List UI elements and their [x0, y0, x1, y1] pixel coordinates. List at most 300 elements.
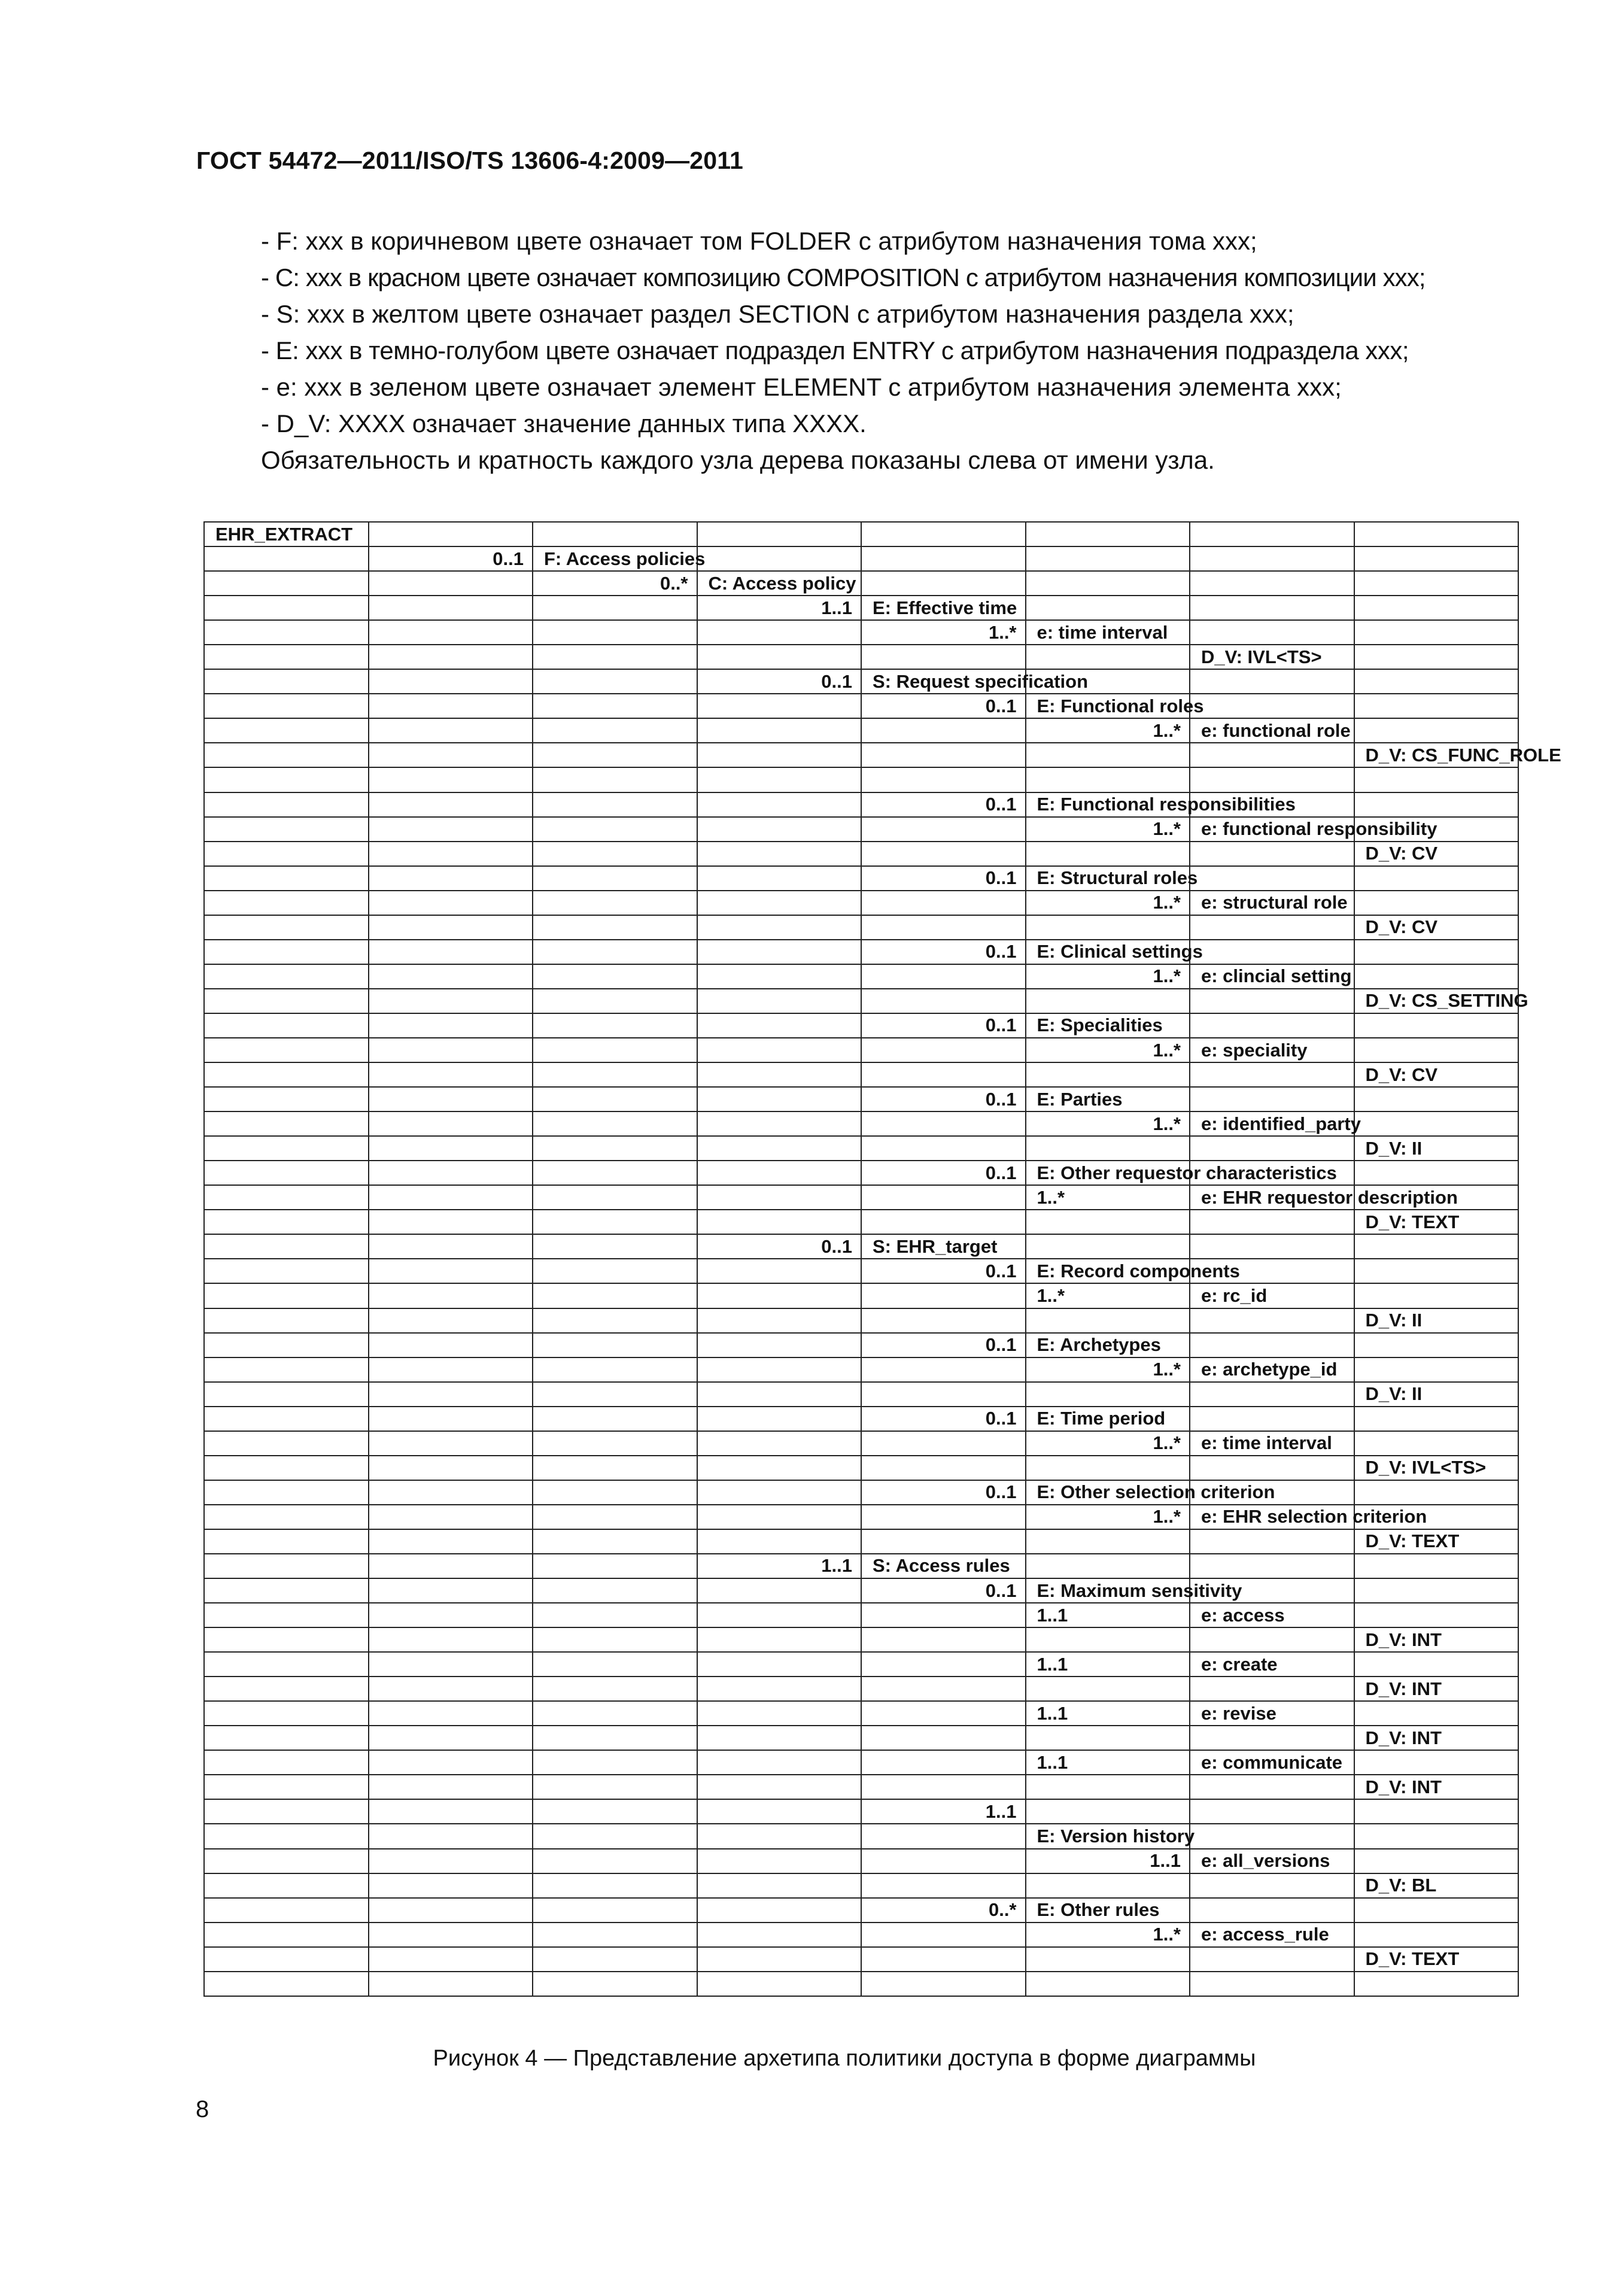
diagram-cell — [1354, 1210, 1519, 1234]
diagram-cell — [369, 1627, 533, 1652]
diagram-cell — [861, 842, 1026, 866]
diagram-cell — [1190, 694, 1354, 718]
diagram-cell — [533, 1505, 697, 1529]
cardinality-label: 1..1 — [985, 1800, 1017, 1822]
node-label: D_V: CV — [1365, 1064, 1438, 1085]
diagram-cell — [204, 1947, 369, 1972]
node-label: e: structural role — [1201, 892, 1348, 913]
diagram-row — [204, 1431, 1518, 1456]
cardinality-label: 1..* — [1153, 818, 1181, 840]
diagram-row — [204, 1480, 1518, 1505]
diagram-cell — [204, 522, 369, 546]
diagram-row — [204, 1750, 1518, 1775]
diagram-cell — [1190, 915, 1354, 940]
diagram-cell — [369, 1849, 533, 1873]
node-label: e: all_versions — [1201, 1850, 1330, 1872]
legend-line-entry: - E: xxx в темно-голубом цвете означает подраздел ENTRY с атрибутом назначения подраздела xxx; — [261, 336, 1409, 365]
diagram-row — [204, 1210, 1518, 1234]
diagram-cell — [1354, 1799, 1519, 1824]
diagram-row — [204, 669, 1518, 694]
diagram-cell — [861, 1136, 1026, 1161]
diagram-cell — [204, 1652, 369, 1677]
diagram-cell — [1354, 743, 1561, 767]
diagram-cell — [204, 596, 369, 620]
diagram-row — [204, 1873, 1518, 1898]
diagram-row — [204, 1898, 1518, 1923]
diagram-cell — [1026, 1259, 1240, 1283]
diagram-row — [204, 1259, 1518, 1283]
legend-line-composition: - C: xxx в красном цвете означает композицию COMPOSITION с атрибутом назначения композиции xxx; — [261, 263, 1426, 291]
diagram-cell — [1354, 1652, 1519, 1677]
diagram-cell — [1354, 1456, 1519, 1480]
diagram-cell — [1026, 1210, 1190, 1234]
diagram-cell — [1026, 1627, 1190, 1652]
diagram-cell — [204, 1308, 369, 1333]
diagram-cell — [861, 1234, 1026, 1259]
diagram-cell — [369, 989, 533, 1013]
diagram-cell — [1354, 1013, 1519, 1038]
diagram-cell — [697, 1701, 862, 1726]
diagram-cell — [1354, 1382, 1519, 1407]
diagram-cell — [1354, 1407, 1519, 1431]
cardinality-label: 1..* — [1153, 1924, 1181, 1945]
diagram-cell — [533, 718, 697, 743]
diagram-cell — [861, 1677, 1026, 1701]
diagram-cell — [1354, 915, 1519, 940]
diagram-cell — [204, 1456, 369, 1480]
diagram-cell — [1354, 1357, 1519, 1382]
cardinality-label: 0..1 — [821, 670, 852, 692]
diagram-cell — [204, 1898, 369, 1923]
diagram-cell — [1354, 1578, 1519, 1603]
diagram-cell — [861, 817, 1026, 842]
diagram-cell — [861, 866, 1026, 891]
diagram-cell — [861, 1775, 1026, 1799]
diagram-cell — [369, 1357, 533, 1382]
diagram-cell — [369, 1529, 533, 1554]
cardinality-label: 1..* — [1153, 719, 1181, 741]
diagram-cell — [533, 1554, 697, 1578]
node-label: D_V: CS_SETTING — [1365, 990, 1528, 1012]
diagram-cell — [204, 1505, 369, 1529]
diagram-cell — [1354, 1923, 1519, 1947]
diagram-cell — [533, 1677, 697, 1701]
diagram-cell — [1190, 669, 1354, 694]
diagram-cell — [533, 915, 697, 940]
cardinality-label: 0..1 — [985, 1260, 1017, 1281]
diagram-cell — [697, 1849, 862, 1873]
node-label: E: Other selection criterion — [1037, 1481, 1275, 1503]
diagram-cell — [204, 669, 369, 694]
diagram-cell — [533, 842, 697, 866]
diagram-cell — [1354, 891, 1519, 915]
node-label: e: revise — [1201, 1702, 1276, 1724]
diagram-cell — [1190, 940, 1354, 964]
diagram-row — [204, 1529, 1518, 1554]
diagram-cell — [861, 1087, 1026, 1111]
diagram-cell — [533, 989, 697, 1013]
diagram-cell — [1354, 1161, 1519, 1185]
diagram-cell — [697, 1898, 862, 1923]
diagram-cell — [1190, 964, 1354, 989]
diagram-cell — [697, 891, 862, 915]
diagram-cell — [204, 1382, 369, 1407]
diagram-cell — [1026, 1382, 1190, 1407]
node-label: D_V: TEXT — [1365, 1211, 1460, 1232]
diagram-cell — [861, 1185, 1026, 1210]
node-label: e: communicate — [1201, 1751, 1343, 1773]
diagram-cell — [369, 964, 533, 989]
diagram-cell — [533, 1627, 697, 1652]
diagram-cell — [369, 1554, 533, 1578]
diagram-cell — [204, 891, 369, 915]
diagram-cell — [1026, 891, 1190, 915]
diagram-cell — [533, 1382, 697, 1407]
diagram-cell — [1354, 1480, 1519, 1505]
diagram-cell — [1354, 792, 1519, 817]
diagram-cell — [1354, 1824, 1519, 1848]
diagram-cell — [1354, 1136, 1519, 1161]
diagram-row — [204, 1923, 1518, 1947]
diagram-cell — [1190, 1185, 1458, 1210]
diagram-cell — [1354, 1185, 1519, 1210]
diagram-cell — [533, 1013, 697, 1038]
cardinality-label: 1..* — [1153, 892, 1181, 913]
diagram-cell — [697, 964, 862, 989]
diagram-cell — [204, 915, 369, 940]
diagram-cell — [697, 1775, 862, 1799]
diagram-cell — [204, 1111, 369, 1136]
diagram-cell — [1026, 1603, 1190, 1627]
diagram-cell — [861, 1038, 1026, 1062]
diagram-cell — [1354, 1898, 1519, 1923]
diagram-cell — [369, 546, 533, 571]
cardinality-label: 1..* — [1153, 1039, 1181, 1061]
diagram-cell — [369, 694, 533, 718]
node-label: e: create — [1201, 1653, 1278, 1675]
diagram-cell — [1190, 620, 1354, 645]
diagram-cell — [369, 1750, 533, 1775]
diagram-cell — [1190, 1578, 1354, 1603]
diagram-cell — [1026, 1554, 1190, 1578]
diagram-cell — [1026, 1701, 1190, 1726]
diagram-cell — [1190, 891, 1354, 915]
diagram-cell — [1354, 1603, 1519, 1627]
diagram-cell — [1190, 1087, 1354, 1111]
diagram-cell — [1190, 743, 1354, 767]
diagram-cell — [1026, 1505, 1190, 1529]
node-label: e: identified_party — [1201, 1113, 1361, 1134]
cardinality-label: 0..1 — [985, 794, 1017, 815]
diagram-cell — [204, 964, 369, 989]
diagram-cell — [1190, 1849, 1354, 1873]
diagram-cell — [533, 1259, 697, 1283]
node-label: EHR_EXTRACT — [215, 523, 353, 545]
diagram-cell — [369, 645, 533, 669]
diagram-cell — [533, 891, 697, 915]
diagram-cell — [861, 1824, 1026, 1848]
diagram-cell — [861, 1554, 1026, 1578]
diagram-cell — [1354, 1947, 1519, 1972]
diagram-cell — [204, 817, 369, 842]
diagram-cell — [861, 1726, 1026, 1750]
diagram-cell — [1026, 1234, 1190, 1259]
node-label: E: Record components — [1037, 1260, 1240, 1281]
diagram-cell — [1190, 1333, 1354, 1357]
diagram-cell — [1026, 1775, 1190, 1799]
node-label: e: archetype_id — [1201, 1359, 1338, 1380]
diagram-row — [204, 1456, 1518, 1480]
diagram-cell — [204, 1087, 369, 1111]
diagram-cell — [204, 1431, 369, 1456]
diagram-cell — [204, 1923, 369, 1947]
diagram-row — [204, 571, 1518, 596]
diagram-row — [204, 792, 1518, 817]
diagram-cell — [204, 1849, 369, 1873]
diagram-cell — [1190, 1677, 1354, 1701]
diagram-row — [204, 1283, 1518, 1308]
diagram-cell — [1354, 1283, 1519, 1308]
diagram-cell — [533, 522, 697, 546]
diagram-cell — [369, 915, 533, 940]
diagram-row — [204, 1382, 1518, 1407]
diagram-cell — [533, 1972, 697, 1996]
cardinality-label: 1..* — [1153, 1506, 1181, 1527]
node-label: e: EHR requestor description — [1201, 1186, 1458, 1208]
diagram-cell — [861, 1333, 1026, 1357]
diagram-cell — [697, 1087, 862, 1111]
diagram-cell — [861, 1873, 1026, 1898]
diagram-cell — [697, 1873, 862, 1898]
diagram-cell — [861, 891, 1026, 915]
diagram-cell — [1190, 1873, 1354, 1898]
diagram-cell — [697, 1726, 862, 1750]
node-label: S: Request specification — [873, 670, 1089, 692]
diagram-cell — [204, 1972, 369, 1996]
diagram-cell — [1190, 1013, 1354, 1038]
diagram-cell — [1026, 1824, 1195, 1848]
diagram-cell — [533, 1947, 697, 1972]
diagram-cell — [697, 1013, 862, 1038]
diagram-cell — [533, 669, 697, 694]
diagram-cell — [533, 1652, 697, 1677]
diagram-cell — [861, 1111, 1026, 1136]
diagram-row — [204, 1013, 1518, 1038]
node-label: D_V: INT — [1365, 1678, 1442, 1699]
cardinality-label: 1..* — [1153, 965, 1181, 987]
diagram-cell — [697, 1923, 862, 1947]
diagram-cell — [204, 1234, 369, 1259]
diagram-cell — [697, 1407, 862, 1431]
diagram-cell — [369, 1185, 533, 1210]
diagram-cell — [697, 866, 862, 891]
diagram-cell — [369, 1456, 533, 1480]
diagram-cell — [533, 1161, 697, 1185]
diagram-cell — [1354, 964, 1519, 989]
diagram-cell — [204, 1333, 369, 1357]
diagram-cell — [861, 546, 1026, 571]
diagram-cell — [533, 645, 697, 669]
diagram-cell — [1190, 1308, 1354, 1333]
diagram-cell — [533, 1923, 697, 1947]
diagram-cell — [1190, 792, 1354, 817]
diagram-cell — [697, 620, 862, 645]
diagram-cell — [1354, 989, 1528, 1013]
node-label: 1..1 — [1037, 1702, 1068, 1724]
cardinality-label: 0..* — [988, 1899, 1017, 1921]
diagram-cell — [1190, 1701, 1354, 1726]
cardinality-label: 1..1 — [821, 1555, 852, 1577]
diagram-cell — [697, 1456, 862, 1480]
diagram-cell — [861, 1701, 1026, 1726]
diagram-cell — [697, 694, 862, 718]
diagram-cell — [533, 1431, 697, 1456]
diagram-cell — [861, 1750, 1026, 1775]
diagram-cell — [861, 792, 1026, 817]
node-label: e: rc_id — [1201, 1284, 1268, 1306]
diagram-row — [204, 940, 1518, 964]
diagram-cell — [697, 1185, 862, 1210]
diagram-cell — [697, 1972, 862, 1996]
archetype-diagram-body — [204, 522, 1561, 1996]
node-label: e: functional role — [1201, 719, 1351, 741]
diagram-cell — [1026, 767, 1190, 792]
diagram-cell — [861, 522, 1026, 546]
diagram-cell — [1190, 1480, 1354, 1505]
cardinality-label: 1..* — [1153, 1359, 1181, 1380]
diagram-cell — [697, 1529, 862, 1554]
diagram-cell — [204, 718, 369, 743]
node-label: D_V: II — [1365, 1137, 1423, 1159]
diagram-cell — [1026, 1308, 1190, 1333]
diagram-cell — [204, 866, 369, 891]
diagram-cell — [204, 1799, 369, 1824]
diagram-row — [204, 1161, 1518, 1185]
diagram-cell — [1354, 1529, 1519, 1554]
diagram-cell — [861, 1480, 1026, 1505]
diagram-cell — [533, 1849, 697, 1873]
diagram-cell — [1190, 1382, 1354, 1407]
diagram-cell — [204, 1726, 369, 1750]
diagram-cell — [204, 1062, 369, 1087]
node-label: 1..* — [1037, 1284, 1065, 1306]
diagram-cell — [1026, 571, 1190, 596]
diagram-row — [204, 964, 1518, 989]
cardinality-label: 0..* — [659, 572, 688, 594]
diagram-cell — [369, 1505, 533, 1529]
diagram-cell — [533, 1185, 697, 1210]
diagram-cell — [1190, 1824, 1354, 1848]
diagram-row — [204, 1578, 1518, 1603]
diagram-cell — [1026, 1529, 1190, 1554]
diagram-cell — [861, 1308, 1026, 1333]
diagram-cell — [861, 767, 1026, 792]
diagram-cell — [1190, 1603, 1354, 1627]
diagram-cell — [369, 1283, 533, 1308]
diagram-cell — [1354, 1308, 1519, 1333]
diagram-cell — [369, 1013, 533, 1038]
diagram-cell — [1026, 546, 1190, 571]
diagram-cell — [1354, 645, 1519, 669]
diagram-cell — [204, 767, 369, 792]
diagram-cell — [1026, 620, 1190, 645]
diagram-cell — [204, 1603, 369, 1627]
cardinality-label: 0..1 — [821, 1235, 852, 1257]
diagram-row — [204, 694, 1518, 718]
diagram-cell — [1190, 1726, 1354, 1750]
diagram-cell — [533, 1750, 697, 1775]
node-label: D_V: BL — [1365, 1875, 1437, 1896]
legend-line-data-value: - D_V: XXXX означает значение данных типа XXXX. — [261, 409, 867, 438]
diagram-row — [204, 915, 1518, 940]
diagram-cell — [1026, 1038, 1190, 1062]
diagram-cell — [1354, 669, 1519, 694]
diagram-cell — [369, 669, 533, 694]
node-label: e: time interval — [1201, 1432, 1332, 1454]
diagram-cell — [697, 1161, 862, 1185]
diagram-cell — [1026, 1161, 1337, 1185]
diagram-row — [204, 1308, 1518, 1333]
diagram-cell — [204, 1210, 369, 1234]
diagram-row — [204, 866, 1518, 891]
diagram-row — [204, 718, 1518, 743]
diagram-cell — [1026, 1972, 1190, 1996]
diagram-cell — [369, 743, 533, 767]
node-label: E: Maximum sensitivity — [1037, 1580, 1242, 1601]
diagram-cell — [697, 915, 862, 940]
diagram-cell — [1354, 1750, 1519, 1775]
diagram-cell — [1190, 1554, 1354, 1578]
diagram-cell — [861, 989, 1026, 1013]
diagram-cell — [1354, 1726, 1519, 1750]
diagram-cell — [1190, 1210, 1354, 1234]
diagram-cell — [1190, 767, 1354, 792]
node-label: D_V: TEXT — [1365, 1948, 1460, 1970]
node-label: E: Functional responsibilities — [1037, 794, 1296, 815]
diagram-cell — [533, 1603, 697, 1627]
diagram-cell — [533, 1407, 697, 1431]
node-label: 1..1 — [1037, 1751, 1068, 1773]
diagram-cell — [1354, 571, 1519, 596]
diagram-cell — [533, 1898, 697, 1923]
diagram-cell — [204, 1161, 369, 1185]
diagram-cell — [1026, 596, 1190, 620]
diagram-cell — [861, 694, 1026, 718]
diagram-cell — [1026, 1357, 1190, 1382]
diagram-cell — [1026, 669, 1190, 694]
node-label: e: clincial setting — [1201, 965, 1352, 987]
diagram-cell — [204, 743, 369, 767]
diagram-cell — [533, 1701, 697, 1726]
diagram-cell — [1026, 817, 1190, 842]
diagram-cell — [697, 1234, 862, 1259]
diagram-cell — [369, 718, 533, 743]
diagram-cell — [861, 1259, 1026, 1283]
node-label: 1..* — [1037, 1186, 1065, 1208]
diagram-cell — [1354, 718, 1519, 743]
diagram-cell — [1190, 1652, 1354, 1677]
diagram-cell — [204, 645, 369, 669]
diagram-cell — [1190, 596, 1354, 620]
diagram-cell — [204, 1824, 369, 1848]
diagram-cell — [861, 1161, 1026, 1185]
diagram-cell — [533, 546, 706, 571]
diagram-cell — [369, 842, 533, 866]
diagram-cell — [1026, 1923, 1190, 1947]
diagram-row — [204, 1824, 1518, 1848]
diagram-cell — [204, 842, 369, 866]
diagram-row — [204, 1357, 1518, 1382]
